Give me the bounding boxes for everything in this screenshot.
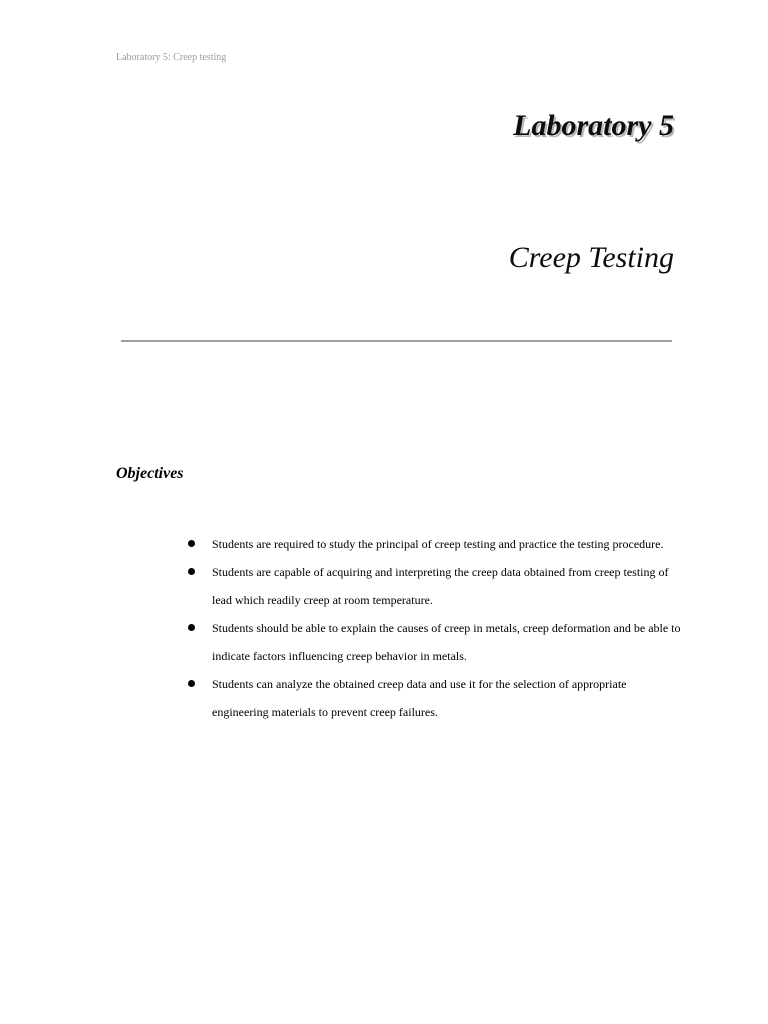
objective-item [212,530,682,558]
bullet-icon [188,680,195,687]
bullet-icon [188,568,195,575]
objectives-list [212,530,682,726]
objective-item [212,670,682,726]
document-title: Laboratory 5 [513,109,674,142]
objective-text: Students can analyze the obtained creep data and use it for the selection of appropriate engineering materials to prevent creep failures. [212,677,627,719]
objective-item [212,558,682,614]
objectives-heading: Objectives [116,465,184,482]
bullet-icon [188,624,195,631]
bullet-icon [188,540,195,547]
objective-item [212,614,682,670]
running-header: Laboratory 5: Creep testing [116,52,227,63]
document-subtitle: Creep Testing [508,241,674,274]
title-divider [121,340,672,342]
objective-text: Students are required to study the principal of creep testing and practice the testing procedure. [212,537,664,551]
objective-text: Students should be able to explain the causes of creep in metals, creep deformation and be able to indicate factors influencing creep behavior in metals. [212,621,681,663]
objective-text: Students are capable of acquiring and interpreting the creep data obtained from creep testing of lead which readily creep at room temperature. [212,565,669,607]
